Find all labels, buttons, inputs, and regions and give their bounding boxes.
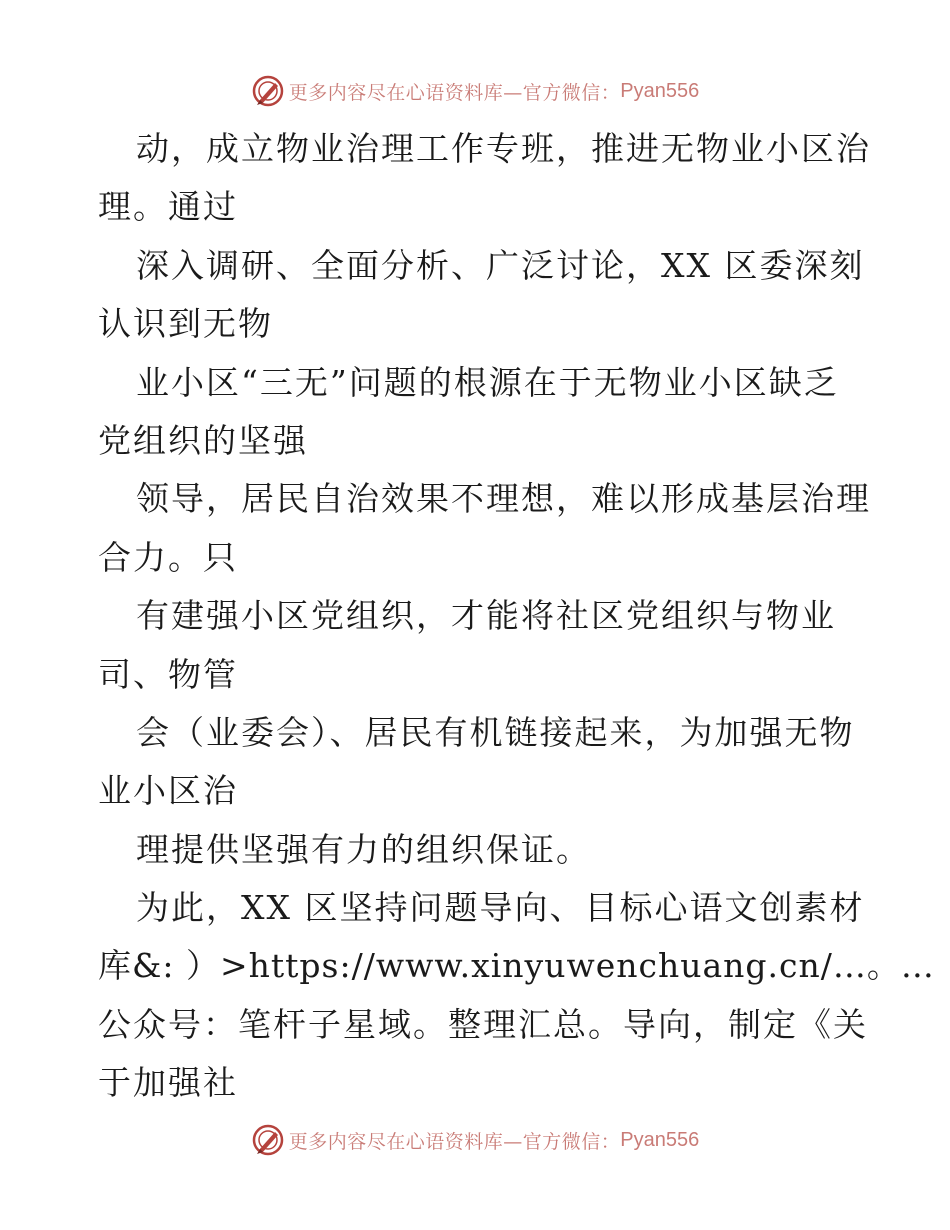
text-line: 深入调研、全面分析、广泛讨论，XX 区委深刻	[136, 245, 865, 285]
pen-logo-icon	[251, 1123, 285, 1157]
text-line: 认识到无物	[98, 304, 273, 344]
pen-logo-icon	[251, 74, 285, 108]
text-line: 动，成立物业治理工作专班，推进无物业小区治	[136, 129, 871, 168]
text-line: 领导，居民自治效果不理想，难以形成基层治理	[136, 479, 871, 519]
watermark-text: 更多内容尽在心语资料库—官方微信：	[288, 1130, 621, 1153]
text-line: 会（业委会）、居民有机链接起来，为加强无物	[136, 712, 855, 752]
text-line-url: 库&: ）>https://www.xinyuwenchuang.cn/…。…	[98, 946, 935, 986]
text-line: 业小区治	[98, 771, 238, 811]
wechat-id: Pyan556	[620, 1128, 700, 1151]
text-line: 公众号：笔杆子星域。整理汇总。导向，制定《关	[98, 1004, 868, 1044]
text-line: 党组织的坚强	[98, 420, 308, 460]
watermark-text: 更多内容尽在心语资料库—官方微信：	[288, 81, 621, 104]
wechat-id: Pyan556	[620, 79, 700, 102]
text-line: 业小区“三无”问题的根源在于无物业小区缺乏	[136, 362, 839, 402]
text-line: 有建强小区党组织，才能将社区党组织与物业	[136, 596, 836, 636]
text-line: 司、物管	[98, 654, 238, 694]
text-line: 理。通过	[98, 187, 238, 227]
header-watermark-banner	[0, 71, 950, 111]
footer-watermark-banner	[0, 1120, 950, 1160]
text-line: 理提供坚强有力的组织保证。	[136, 829, 591, 869]
text-line: 于加强社	[98, 1063, 238, 1103]
document-body	[98, 120, 935, 1113]
text-line: 为此，XX 区坚持问题导向、目标心语文创素材	[136, 888, 865, 928]
text-line: 合力。只	[98, 537, 238, 577]
